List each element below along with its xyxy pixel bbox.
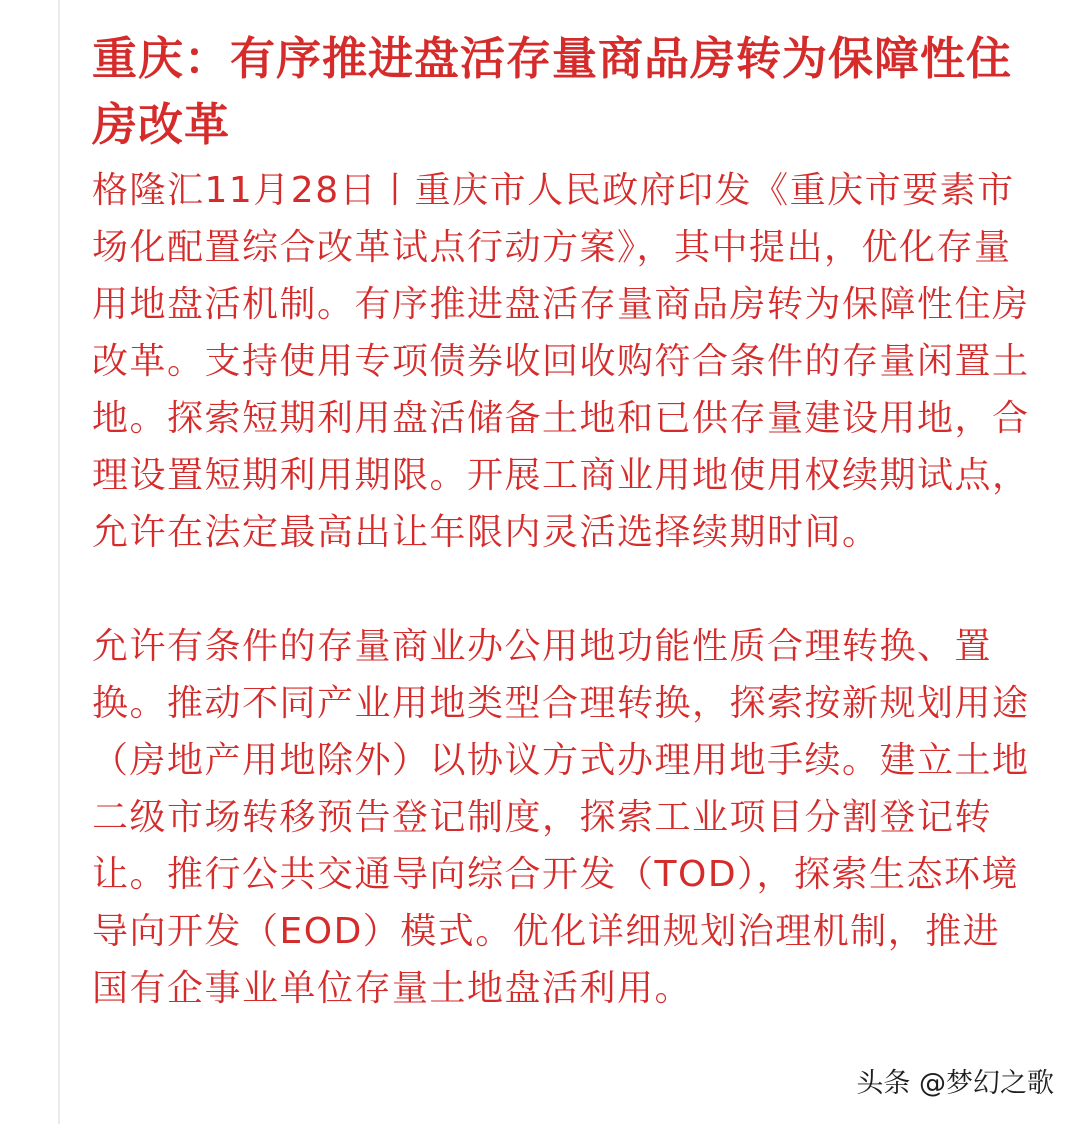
- article-paragraph-1: 格隆汇11月28日丨重庆市人民政府印发《重庆市要素市场化配置综合改革试点行动方案》，其中提出，优化存量用地盘活机制。有序推进盘活存量商品房转为保障性住房改革。支持使用专项债券收回收购符合条件的存量闲置土地。探索短期利用盘活储备土地和已供存量建设用地，合理设置短期利用期限。开展工商业用地使用权续期试点，允许在法定最高出让年限内灵活选择续期时间。: [92, 170, 1030, 553]
- article: [92, 26, 1032, 1017]
- paragraph-spacer: [92, 561, 1032, 618]
- article-paragraph-2: 允许有条件的存量商业办公用地功能性质合理转换、置换。推动不同产业用地类型合理转换，探索按新规划用途（房地产用地除外）以协议方式办理用地手续。建立土地二级市场转移预告登记制度，探索工业项目分割登记转让。推行公共交通导向综合开发（TOD），探索生态环境导向开发（EOD）模式。优化详细规划治理机制，推进国有企事业单位存量土地盘活利用。: [92, 626, 1030, 1009]
- left-divider: [58, 0, 60, 1124]
- article-title: 重庆：有序推进盘活存量商品房转为保障性住房改革: [92, 32, 1013, 151]
- watermark: 头条 @梦幻之歌: [856, 1068, 1054, 1099]
